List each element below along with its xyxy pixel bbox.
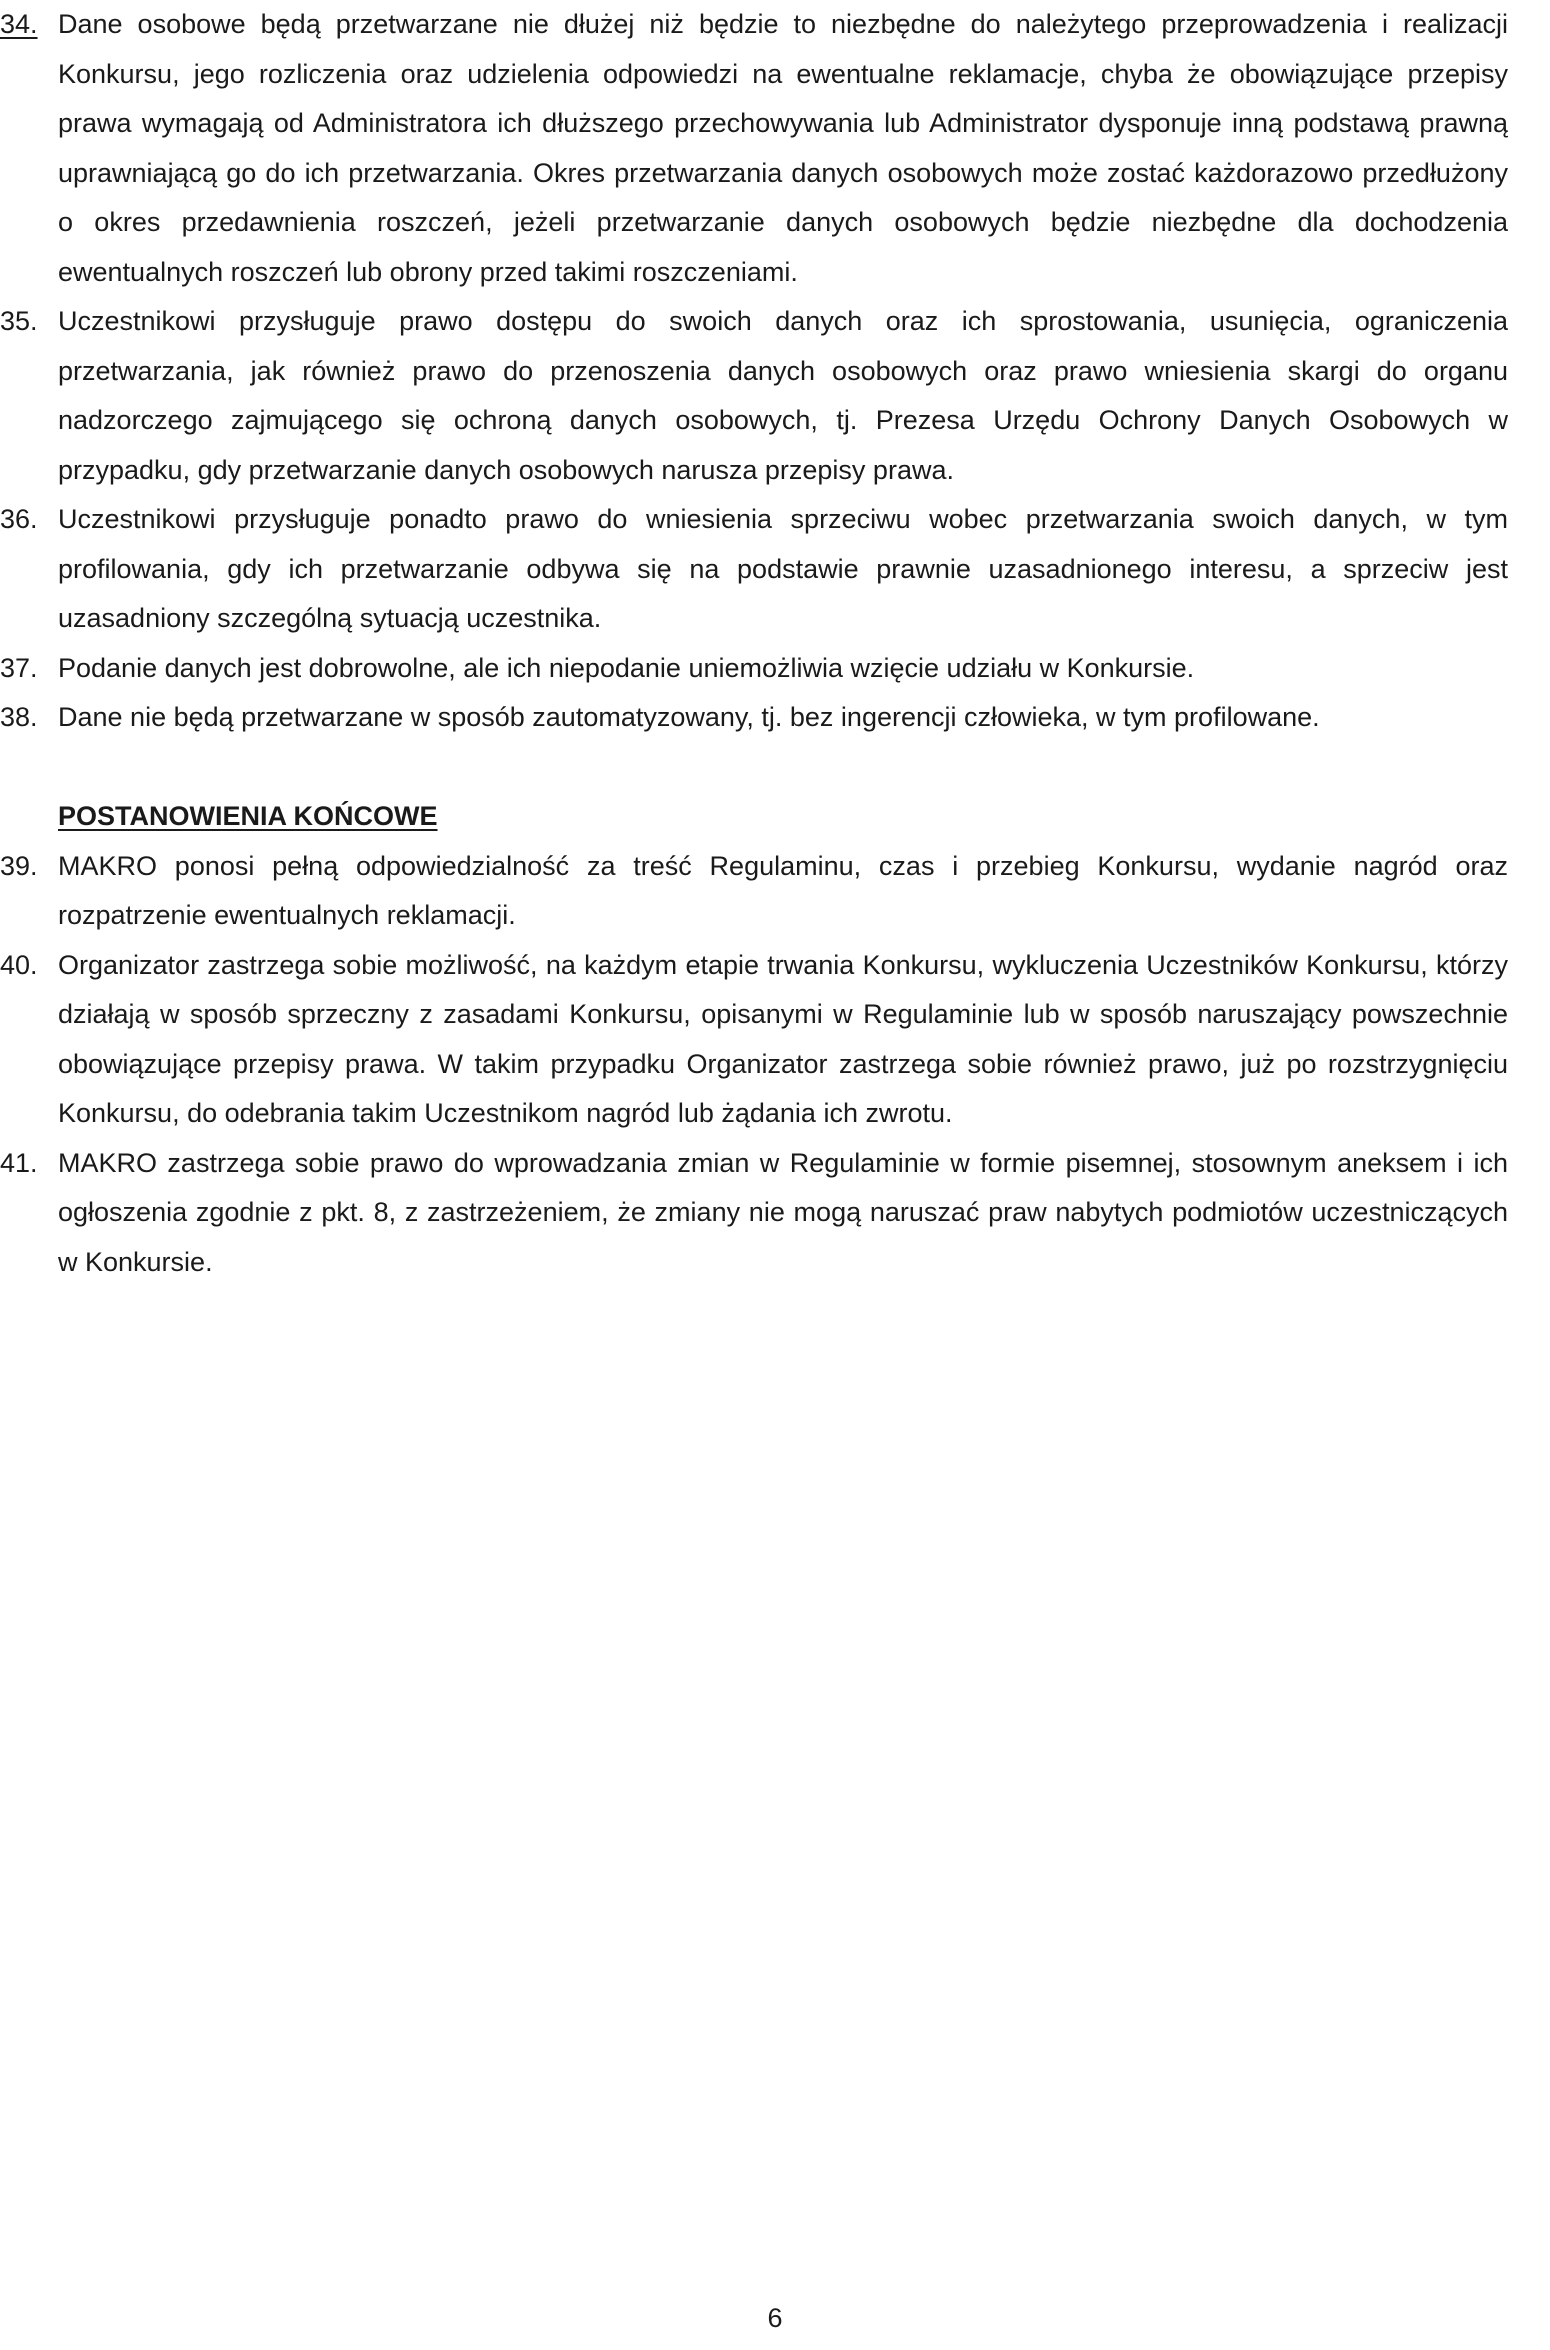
item-text: MAKRO zastrzega sobie prawo do wprowadzania zmian w Regulaminie w formie pisemnej, stosownym aneksem i ich ogłoszenia zgodnie z pkt. 8, z zastrzeżeniem, że zmiany nie mogą naruszać praw nabytych podmiotów uczestniczących w Konkursie. xyxy=(58,1147,1508,1277)
section-spacer xyxy=(0,743,1508,793)
list-item-36 xyxy=(0,495,1508,644)
list-item-40 xyxy=(0,941,1508,1139)
item-text: Dane nie będą przetwarzane w sposób zautomatyzowany, tj. bez ingerencji człowieka, w tym profilowane. xyxy=(58,702,1320,732)
item-number: 34. xyxy=(0,9,38,39)
list-item-35 xyxy=(0,297,1508,495)
item-number: 40. xyxy=(0,949,38,980)
item-number: 35. xyxy=(0,306,38,336)
item-number: 39. xyxy=(0,850,38,881)
list-item-38 xyxy=(0,693,1508,743)
list-item-41 xyxy=(0,1139,1508,1288)
item-text: MAKRO ponosi pełną odpowiedzialność za treść Regulaminu, czas i przebieg Konkursu, wydanie nagród oraz rozpatrzenie ewentualnych reklamacji. xyxy=(58,850,1508,930)
list-item-34 xyxy=(0,0,1508,297)
list-item-39 xyxy=(0,842,1508,941)
item-text: Uczestnikowi przysługuje prawo dostępu do swoich danych oraz ich sprostowania, usunięcia, ograniczenia przetwarzania, jak również prawo do przenoszenia danych osobowych oraz prawo wniesienia skargi do organu nadzorczego zajmującego się ochroną danych osobowych, tj. Prezesa Urzędu Ochrony Danych Osobowych w przypadku, gdy przetwarzanie danych osobowych narusza przepisy prawa. xyxy=(58,306,1508,485)
item-number: 38. xyxy=(0,702,38,732)
section-heading: POSTANOWIENIA KOŃCOWE xyxy=(58,801,438,831)
item-number: 36. xyxy=(0,504,38,534)
item-number: 37. xyxy=(0,652,38,683)
item-number: 41. xyxy=(0,1147,38,1178)
item-text: Podanie danych jest dobrowolne, ale ich niepodanie uniemożliwia wzięcie udziału w Konkursie. xyxy=(58,652,1195,683)
item-text: Uczestnikowi przysługuje ponadto prawo do wniesienia sprzeciwu wobec przetwarzania swoich danych, w tym profilowania, gdy ich przetwarzanie odbywa się na podstawie prawnie uzasadnionego interesu, a sprzeciw jest uzasadniony szczególną sytuacją uczestnika. xyxy=(58,504,1508,633)
list-item-37 xyxy=(0,644,1508,694)
page-number: 6 xyxy=(767,2303,783,2333)
item-text: Dane osobowe będą przetwarzane nie dłużej niż będzie to niezbędne do należytego przeprowadzenia i realizacji Konkursu, jego rozliczenia oraz udzielenia odpowiedzi na ewentualne reklamacje, chyba że obowiązujące przepisy prawa wymagają od Administratora ich dłuższego przechowywania lub Administrator dysponuje inną podstawą prawną uprawniającą go do ich przetwarzania. Okres przetwarzania danych osobowych może zostać każdorazowo przedłużony o okres przedawnienia roszczeń, jeżeli przetwarzanie danych osobowych będzie niezbędne dla dochodzenia ewentualnych roszczeń lub obrony przed takimi roszczeniami. xyxy=(58,9,1508,287)
item-text: Organizator zastrzega sobie możliwość, na każdym etapie trwania Konkursu, wykluczenia Uczestników Konkursu, którzy działają w sposób sprzeczny z zasadami Konkursu, opisanymi w Regulaminie lub w sposób naruszający powszechnie obowiązujące przepisy prawa. W takim przypadku Organizator zastrzega sobie również prawo, już po rozstrzygnięciu Konkursu, do odebrania takim Uczestnikom nagród lub żądania ich zwrotu. xyxy=(58,949,1508,1128)
